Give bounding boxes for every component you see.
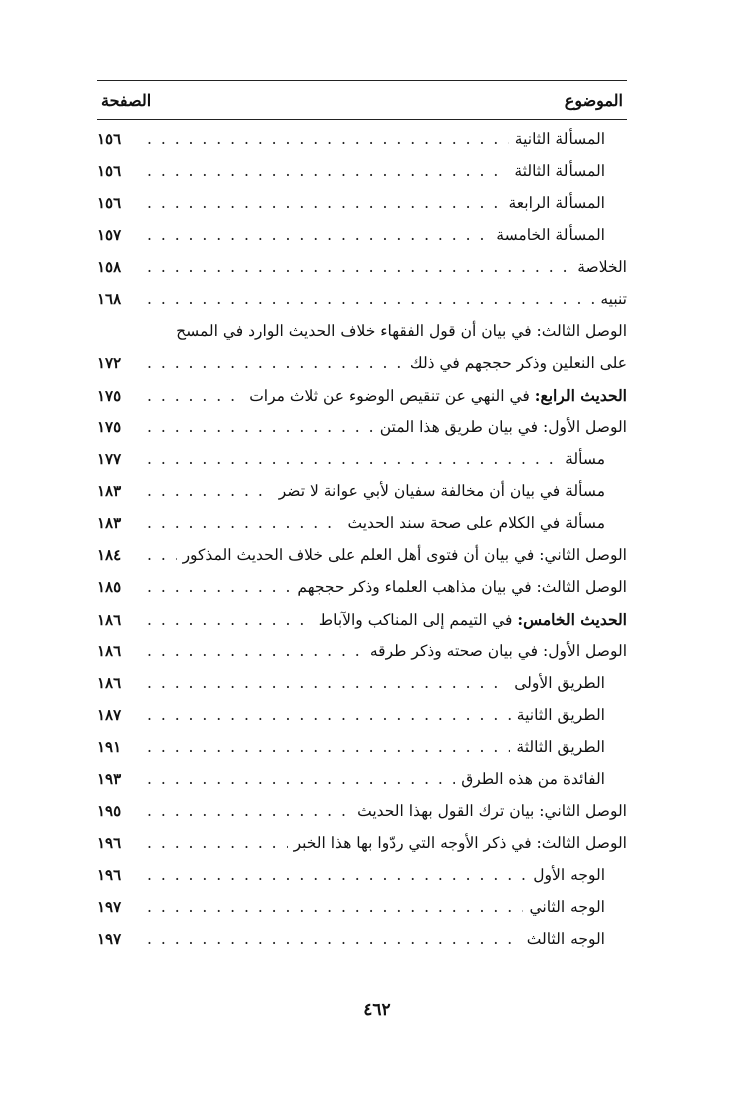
toc-entry: [97, 802, 627, 834]
toc-entry-page: ١٨٦: [97, 611, 122, 629]
toc-entry-title: [517, 706, 627, 724]
toc-entry: [97, 866, 627, 898]
toc-entry: [97, 738, 627, 770]
toc-entry: [97, 930, 627, 962]
toc-entry-page: ١٧٧: [97, 450, 122, 468]
toc-entry-title: [279, 482, 627, 500]
toc-entry-text: تنبيه: [600, 290, 627, 308]
toc-entry-page: ١٨٣: [97, 482, 122, 500]
toc-entry-page: ١٥٨: [97, 258, 122, 276]
toc-entry-title: [514, 674, 627, 692]
toc-entry-title: [514, 162, 627, 180]
toc-entry: [97, 418, 627, 450]
toc-entry: [97, 898, 627, 930]
toc-entry: [97, 130, 627, 162]
toc-entry-lead: الحديث الرابع:: [534, 386, 627, 405]
toc-entry-title: [496, 226, 627, 244]
dot-leader: [147, 258, 571, 276]
toc-entry: [97, 578, 627, 610]
toc-entry: [97, 706, 627, 738]
dot-leader: [147, 226, 490, 244]
toc-entry-text: الوجه الأول: [533, 866, 605, 884]
dot-leader: [147, 674, 508, 692]
toc-entry-text: الطريق الثانية: [516, 706, 605, 724]
toc-entry-page: ١٥٦: [97, 194, 122, 212]
toc-entry-page: ١٨٤: [97, 546, 122, 564]
toc-entry-title: [357, 802, 627, 820]
toc-entry-text: الوصل الثاني: بيان ترك القول بهذا الحديث: [357, 802, 627, 820]
dot-leader: [147, 738, 510, 756]
toc-entry-title: [183, 546, 627, 564]
dot-leader: [147, 450, 559, 468]
toc-entry-title: [348, 514, 628, 532]
dot-leader: [147, 770, 455, 788]
toc-entry: [97, 162, 627, 194]
toc-entry-title: [516, 738, 627, 756]
toc-entry-text: المسألة الثالثة: [514, 162, 605, 180]
toc-entry-title: [509, 194, 628, 212]
toc-entry-title: [461, 770, 627, 788]
toc-entry-text: الخلاصة: [577, 258, 627, 276]
toc-entry: [97, 290, 627, 322]
toc-entry-title: [533, 866, 627, 884]
toc-entry-title: [577, 258, 627, 276]
toc-entry-text: المسألة الرابعة: [508, 194, 605, 212]
toc-entry-text: في التيمم إلى المناكب والآباط: [318, 611, 518, 629]
toc-entry-text: الطريق الأولى: [514, 674, 605, 692]
dot-leader: [147, 514, 342, 532]
toc-entry-page: ١٩٣: [97, 770, 122, 788]
toc-entry-text: الوصل الثالث: في بيان أن قول الفقهاء خلاف الحديث الوارد في المسح: [176, 322, 627, 340]
toc-entry: [97, 482, 627, 514]
toc-entry-title: [319, 610, 627, 629]
dot-leader: [147, 546, 177, 564]
toc-entry-lead: الحديث الخامس:: [517, 610, 627, 629]
toc-page: [97, 80, 627, 962]
page-number: ٤٦٢: [363, 1000, 391, 1020]
dot-leader: [147, 290, 594, 308]
toc-entry-title: [515, 130, 627, 148]
dot-leader: [147, 930, 521, 948]
toc-entry-page: ١٨٥: [97, 578, 122, 596]
dot-leader: [147, 194, 503, 212]
toc-entry-page: ١٩٦: [97, 866, 122, 884]
dot-leader: [147, 418, 374, 436]
dot-leader: [147, 706, 511, 724]
toc-entry-page: ١٨٧: [97, 706, 122, 724]
toc-header: [97, 81, 627, 120]
toc-entry-title: [600, 290, 627, 308]
toc-entry-page: ١٥٧: [97, 226, 122, 244]
toc-entry-title: [370, 642, 627, 660]
toc-entry-text: مسألة في بيان أن مخالفة سفيان لأبي عوانة لا تضر: [278, 482, 605, 500]
toc-entry-text: الطريق الثالثة: [516, 738, 605, 756]
toc-entry-page: ١٧٢: [97, 354, 122, 372]
toc-entry-text: مسألة: [565, 450, 605, 468]
toc-entry-page: ١٨٦: [97, 642, 122, 660]
toc-entry-title: [565, 450, 627, 468]
toc-entry-page: ١٩٥: [97, 802, 122, 820]
toc-entry-text: الوصل الأول: في بيان طريق هذا المتن: [379, 418, 627, 436]
toc-entry: [97, 514, 627, 546]
toc-entry-title: [294, 834, 627, 852]
toc-entry-page: ١٨٦: [97, 674, 122, 692]
dot-leader: [147, 834, 288, 852]
toc-entry: [97, 674, 627, 706]
toc-entry: [97, 546, 627, 578]
toc-entry-text: الوجه الثاني: [529, 898, 605, 916]
toc-entry-title: [529, 898, 627, 916]
page-column-label: الصفحة: [101, 90, 152, 110]
toc-list: [97, 130, 627, 962]
toc-entry-page: ١٦٨: [97, 290, 122, 308]
toc-entry-page: ١٥٦: [97, 130, 122, 148]
toc-entry-text: الوصل الثالث: في ذكر الأوجه التي ردّوا بها هذا الخبر: [293, 834, 627, 852]
toc-entry-title: [297, 578, 627, 596]
toc-entry-page: ١٩٦: [97, 834, 122, 852]
dot-leader: [147, 578, 291, 596]
toc-entry-page: ١٩٧: [97, 930, 122, 948]
toc-entry-title: [249, 386, 627, 405]
toc-entry: [97, 258, 627, 290]
toc-entry: [97, 194, 627, 226]
toc-entry-text: الوصل الأول: في بيان صحته وذكر طرقه: [369, 642, 627, 660]
toc-entry-title: [527, 930, 627, 948]
toc-entry-title: [380, 418, 627, 436]
toc-entry: [97, 450, 627, 482]
toc-entry-page: ١٩٧: [97, 898, 122, 916]
toc-entry-text: الوصل الثاني: في بيان أن فتوى أهل العلم على خلاف الحديث المذكور: [182, 546, 627, 564]
toc-entry-text: الوصل الثالث: في بيان مذاهب العلماء وذكر حججهم: [297, 578, 627, 596]
toc-entry-text: على النعلين وذكر حججهم في ذلك: [409, 354, 627, 372]
toc-entry: [97, 610, 627, 642]
toc-entry-page: ١٧٥: [97, 418, 122, 436]
toc-entry-text: مسألة في الكلام على صحة سند الحديث: [347, 514, 605, 532]
toc-entry: [97, 642, 627, 674]
toc-entry-text: المسألة الثانية: [514, 130, 605, 148]
dot-leader: [147, 387, 243, 405]
toc-entry: [97, 226, 627, 258]
toc-entry-text: الفائدة من هذه الطرق: [461, 770, 605, 788]
toc-entry-text: في النهي عن تنقيص الوضوء عن ثلاث مرات: [249, 387, 535, 405]
dot-leader: [147, 802, 351, 820]
toc-entry-page: ١٩١: [97, 738, 122, 756]
dot-leader: [147, 898, 523, 916]
toc-entry: [97, 386, 627, 418]
dot-leader: [147, 354, 404, 372]
dot-leader: [147, 866, 527, 884]
toc-entry-title: [176, 322, 627, 340]
toc-entry: [97, 354, 627, 386]
dot-leader: [147, 162, 508, 180]
toc-entry-page: ١٨٣: [97, 514, 122, 532]
toc-entry-text: الوجه الثالث: [526, 930, 605, 948]
toc-entry: [97, 770, 627, 802]
toc-entry: [97, 834, 627, 866]
dot-leader: [147, 642, 364, 660]
toc-entry-page: ١٧٥: [97, 387, 122, 405]
toc-entry-title: [410, 354, 627, 372]
toc-entry-page: ١٥٦: [97, 162, 122, 180]
dot-leader: [147, 130, 509, 148]
dot-leader: [147, 611, 313, 629]
dot-leader: [147, 482, 273, 500]
toc-entry-text: المسألة الخامسة: [496, 226, 605, 244]
subject-column-label: الموضوع: [564, 90, 623, 110]
toc-entry: [97, 322, 627, 354]
